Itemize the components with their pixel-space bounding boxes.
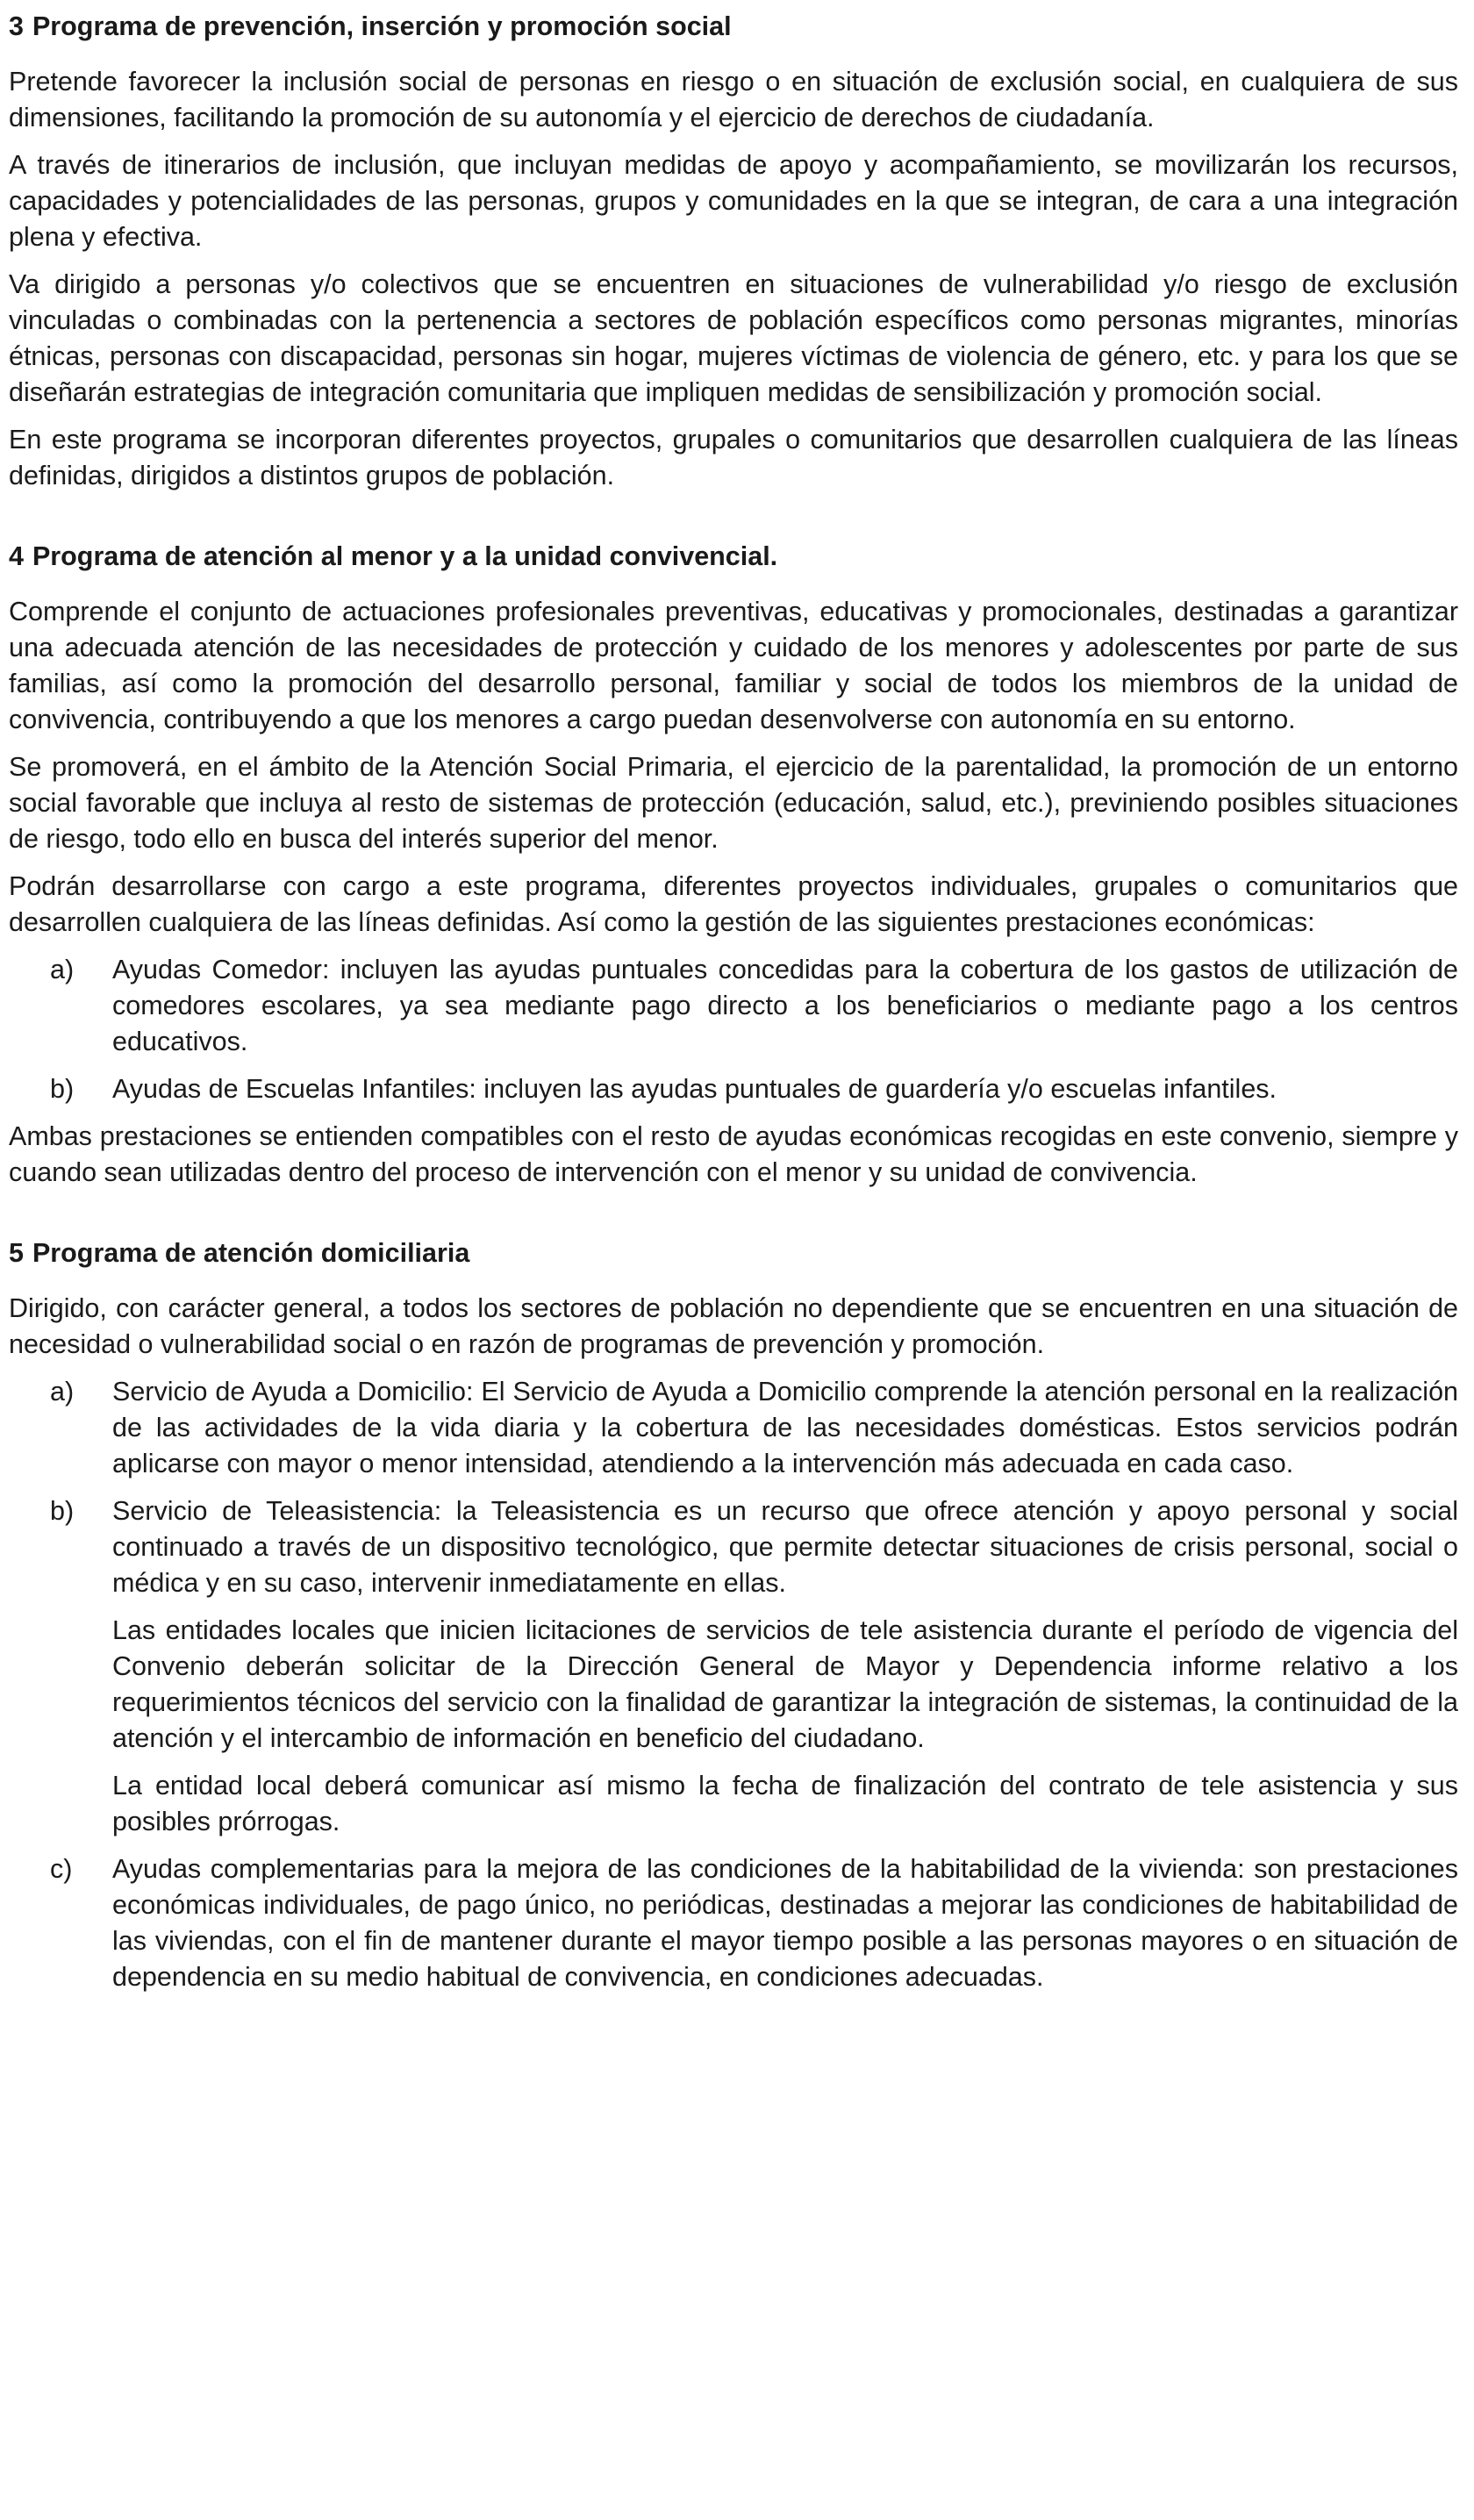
list-item-text: Servicio de Ayuda a Domicilio: El Servicio de Ayuda a Domicilio comprende la atención personal en la realización de las actividades de la vida diaria y la cobertura de las necesidades domésticas. Estos servicios podrán aplicarse con mayor o menor intensidad, atendiendo a la intervención más adecuada en cada caso.	[112, 1377, 1458, 1478]
list-item-text: Ayudas complementarias para la mejora de las condiciones de la habitabilidad de la vivienda: son prestaciones económicas individuales, de pago único, no periódicas, destinadas a mejorar las condiciones de habitabilidad de las viviendas, con el fin de mantener durante el mayor tiempo posible a las personas mayores o en situación de dependencia en su medio habitual de convivencia, en condiciones adecuadas.	[112, 1854, 1458, 1992]
section-number: 5	[9, 1238, 24, 1268]
paragraph: Va dirigido a personas y/o colectivos que se encuentren en situaciones de vulnerabilidad y/o riesgo de exclusión vinculadas o combinadas con la pertenencia a sectores de población específicos como personas migrantes, minorías étnicas, personas con discapacidad, personas sin hogar, mujeres víctimas de violencia de género, etc. y para los que se diseñarán estrategias de integración comunitaria que impliquen medidas de sensibilización y promoción social.	[9, 269, 1458, 407]
paragraph: Ambas prestaciones se entienden compatibles con el resto de ayudas económicas recogidas en este convenio, siempre y cuando sean utilizadas dentro del proceso de intervención con el menor y su unidad de convivencia.	[9, 1121, 1458, 1187]
section-title-text: Programa de prevención, inserción y promoción social	[32, 11, 732, 41]
paragraph: En este programa se incorporan diferentes proyectos, grupales o comunitarios que desarrollen cualquiera de las líneas definidas, dirigidos a distintos grupos de población.	[9, 425, 1458, 490]
list-subparagraph: La entidad local deberá comunicar así mismo la fecha de finalización del contrato de tele asistencia y sus posibles prórrogas.	[112, 1771, 1458, 1836]
list-item	[9, 1493, 1458, 1601]
list-item-text: Servicio de Teleasistencia: la Teleasistencia es un recurso que ofrece atención y apoyo personal y social continuado a través de un dispositivo tecnológico, que permite detectar situaciones de crisis personal, social o médica y en su caso, intervenir inmediatamente en ellas.	[112, 1496, 1458, 1598]
list-subparagraph: Las entidades locales que inicien licitaciones de servicios de tele asistencia durante el período de vigencia del Convenio deberán solicitar de la Dirección General de Mayor y Dependencia informe relativo a los requerimientos técnicos del servicio con la finalidad de garantizar la integración de sistemas, la continuidad de la atención y el intercambio de información en beneficio del ciudadano.	[112, 1615, 1458, 1753]
list-item-text: Ayudas Comedor: incluyen las ayudas puntuales concedidas para la cobertura de los gastos de utilización de comedores escolares, ya sea mediante pago directo a los beneficiarios o mediante pago a los centros educativos.	[112, 955, 1458, 1056]
list-marker: a)	[50, 955, 75, 984]
list-item	[9, 952, 1458, 1060]
list-marker: b)	[50, 1074, 75, 1104]
paragraph: Se promoverá, en el ámbito de la Atención Social Primaria, el ejercicio de la parentalidad, la promoción de un entorno social favorable que incluya al resto de sistemas de protección (educación, salud, etc.), previniendo posibles situaciones de riesgo, todo ello en busca del interés superior del menor.	[9, 752, 1458, 854]
paragraph: Pretende favorecer la inclusión social de personas en riesgo o en situación de exclusión social, en cualquiera de sus dimensiones, facilitando la promoción de su autonomía y el ejercicio de derechos de ciudadanía.	[9, 67, 1458, 132]
list-marker: c)	[50, 1854, 73, 1884]
section-number: 4	[9, 541, 24, 571]
list-marker: a)	[50, 1377, 75, 1407]
list-marker: b)	[50, 1496, 75, 1526]
section-number: 3	[9, 11, 24, 41]
document-page	[9, 9, 1458, 2007]
list-item	[9, 1374, 1458, 1482]
paragraph: Podrán desarrollarse con cargo a este programa, diferentes proyectos individuales, grupales o comunitarios que desarrollen cualquiera de las líneas definidas. Así como la gestión de las siguientes prestaciones económicas:	[9, 871, 1458, 937]
section-title	[9, 9, 1458, 45]
section-title	[9, 539, 1458, 575]
paragraph: Comprende el conjunto de actuaciones profesionales preventivas, educativas y promocionales, destinadas a garantizar una adecuada atención de las necesidades de protección y cuidado de los menores y adolescentes por parte de sus familias, así como la promoción del desarrollo personal, familiar y social de todos los miembros de la unidad de convivencia, contribuyendo a que los menores a cargo puedan desenvolverse con autonomía en su entorno.	[9, 597, 1458, 734]
section-spacer	[9, 505, 1458, 539]
paragraph: Dirigido, con carácter general, a todos los sectores de población no dependiente que se encuentren en una situación de necesidad o vulnerabilidad social o en razón de programas de prevención y promoción.	[9, 1293, 1458, 1359]
section-title-text: Programa de atención domiciliaria	[32, 1238, 470, 1268]
section-spacer	[9, 1202, 1458, 1235]
list-item-text: Ayudas de Escuelas Infantiles: incluyen las ayudas puntuales de guardería y/o escuelas infantiles.	[112, 1074, 1277, 1104]
paragraph: A través de itinerarios de inclusión, que incluyan medidas de apoyo y acompañamiento, se movilizarán los recursos, capacidades y potencialidades de las personas, grupos y comunidades en la que se integran, de cara a una integración plena y efectiva.	[9, 150, 1458, 252]
section-title-text: Programa de atención al menor y a la unidad convivencial.	[32, 541, 778, 571]
list-item	[9, 1071, 1458, 1107]
list-item	[9, 1851, 1458, 1995]
section-title	[9, 1235, 1458, 1271]
